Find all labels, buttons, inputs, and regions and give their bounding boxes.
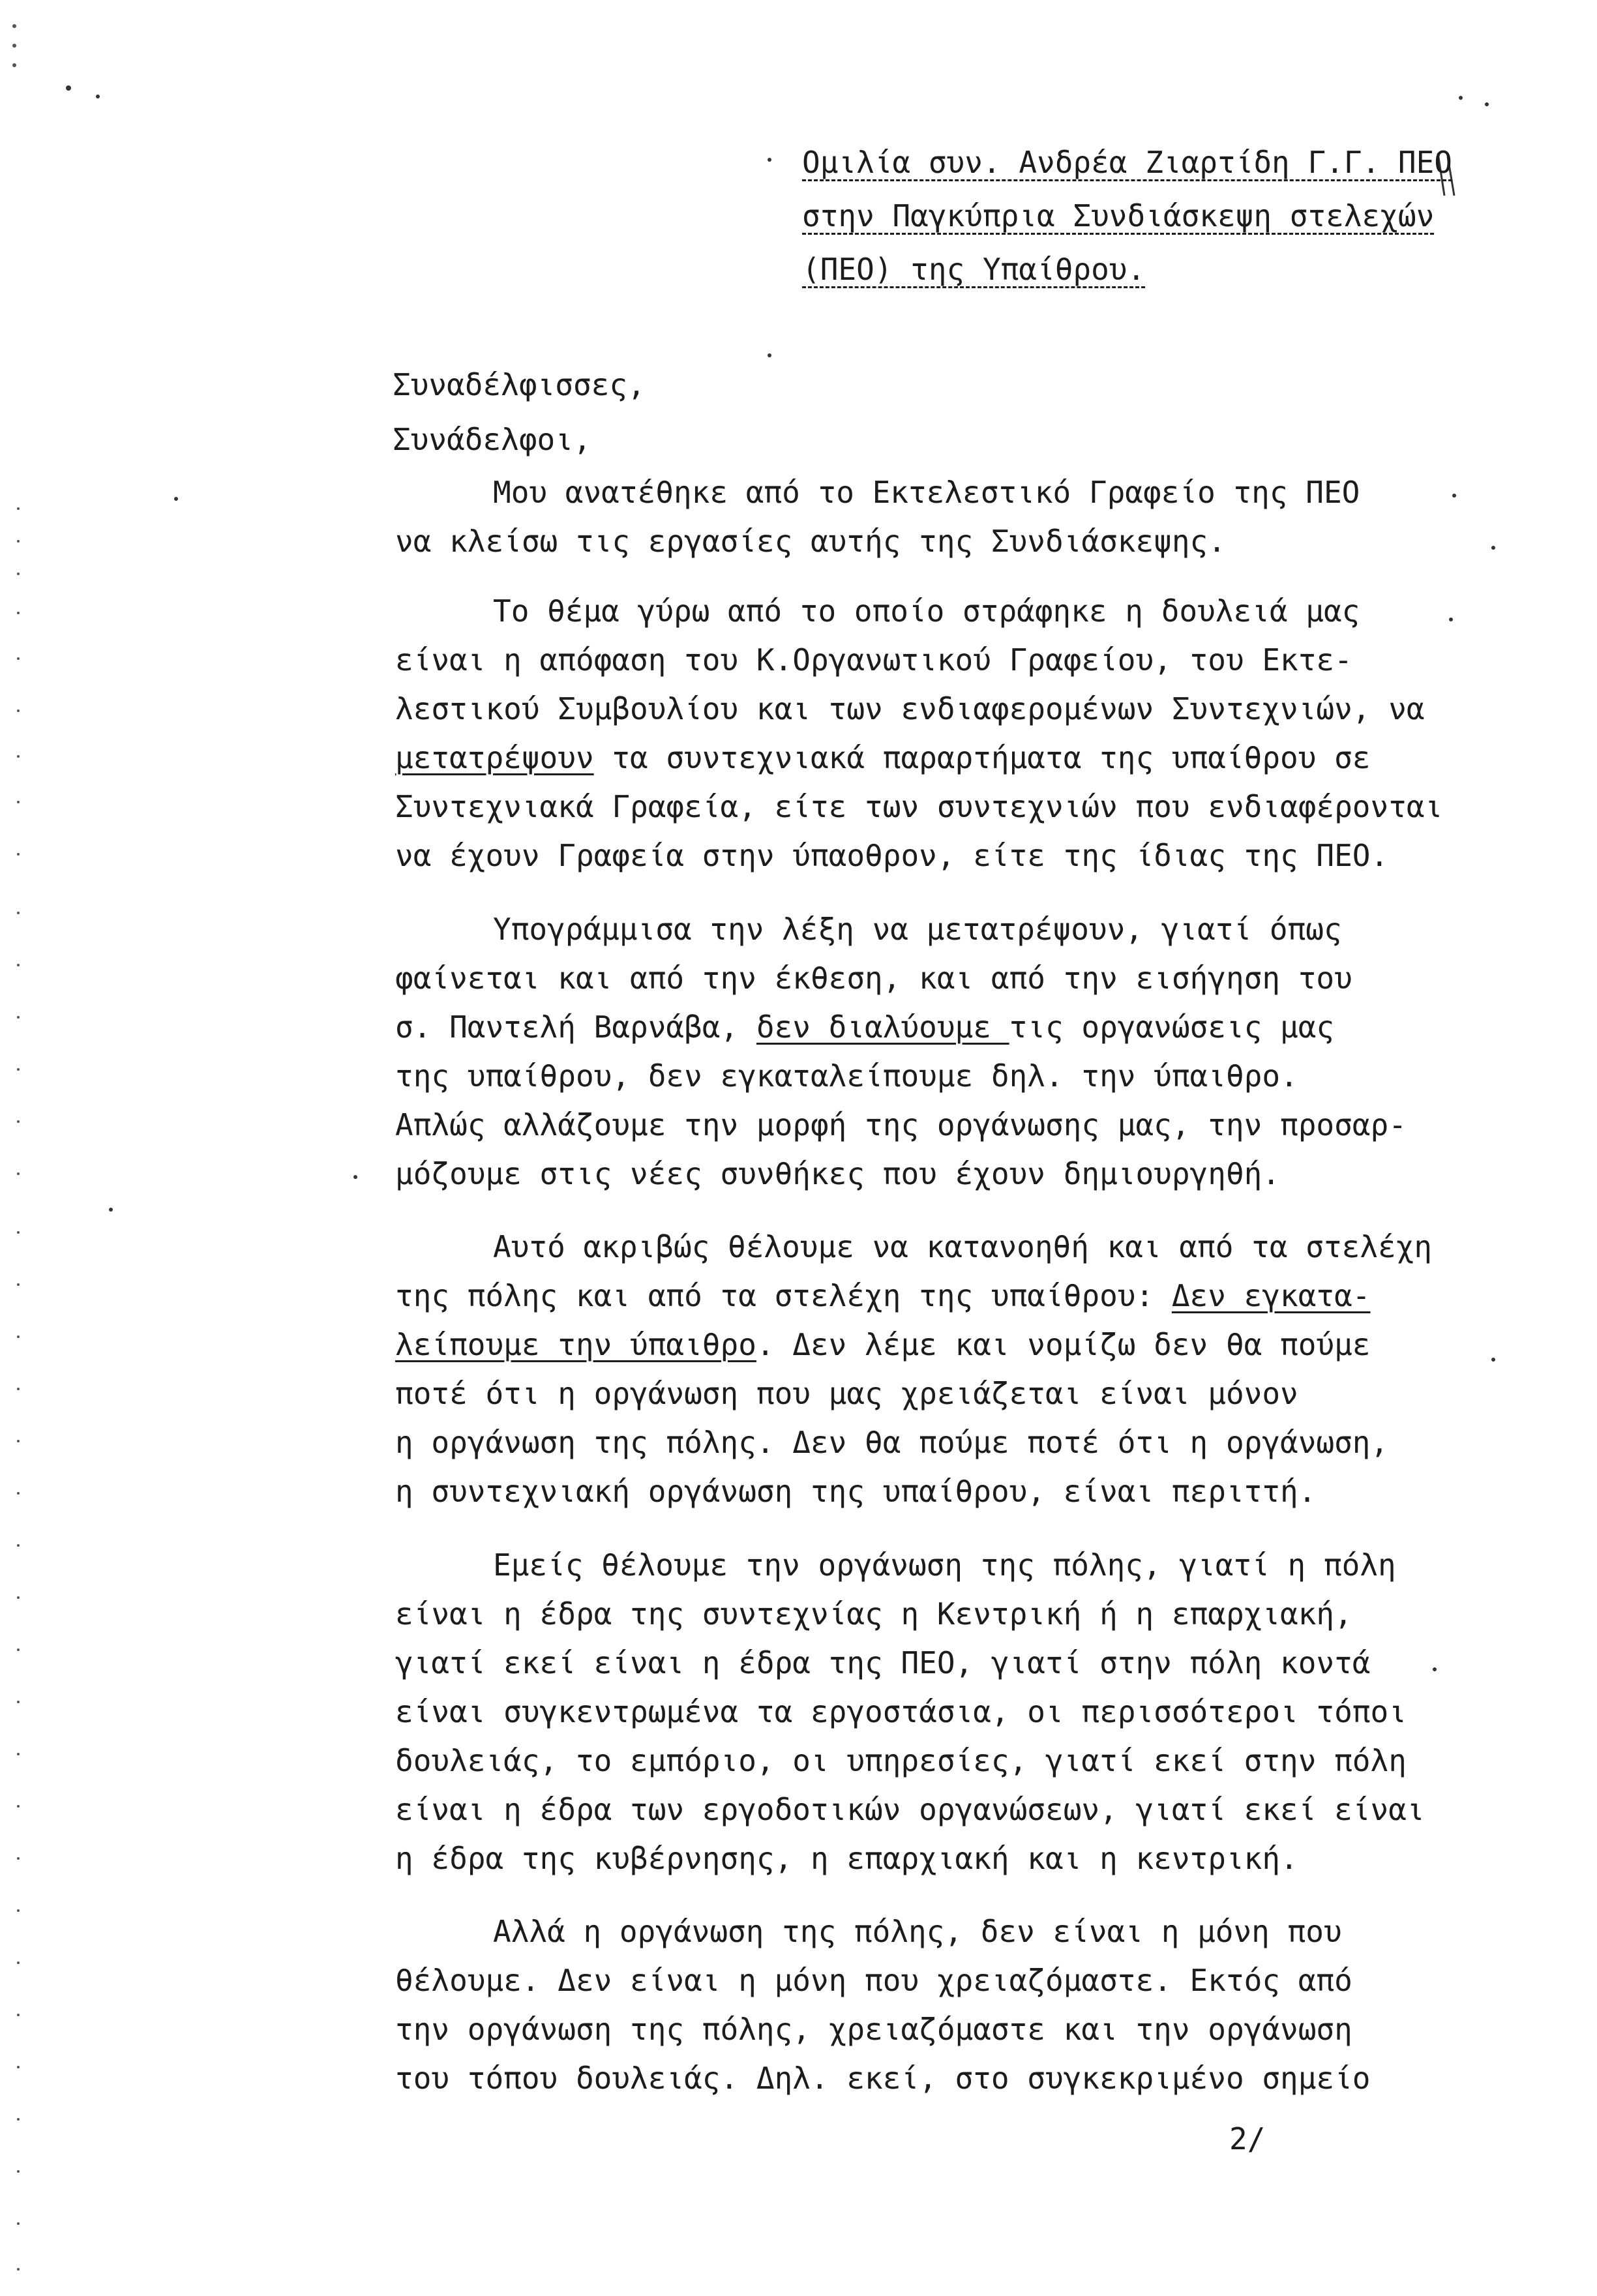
paragraph-4 (395, 1223, 1517, 1516)
paragraph-4-line-5: η οργάνωση της πόλης. Δεν θα πούμε ποτέ ότι η οργάνωση, (395, 1425, 1389, 1460)
paragraph-2-line-4-rest: τα συντεχνιακά παραρτήματα της υπαίθρου σε (593, 740, 1371, 775)
paragraph-6 (395, 1907, 1517, 2103)
paragraph-6-line-1: Αλλά η οργάνωση της πόλης, δεν είναι η μόνη που (493, 1914, 1342, 1949)
underlined-phrase-leipoume-tin-ypaithro: λείπουμε την ύπαιθρο (395, 1327, 756, 1362)
paragraph-3-line-3-pre: σ. Παντελή Βαρνάβα, (395, 1009, 756, 1045)
paragraph-3 (395, 905, 1517, 1199)
paragraph-5-line-2: είναι η έδρα της συντεχνίας η Κεντρική ή η επαρχιακή, (395, 1596, 1352, 1632)
paragraph-2-line-3: λεστικού Συμβουλίου και των ενδιαφερομένων Συντεχνιών, να (395, 691, 1425, 726)
paragraph-2-line-1: Το θέμα γύρω από το οποίο στράφηκε η δουλειά μας (493, 593, 1360, 629)
paragraph-3-line-5: Απλώς αλλάζουμε την μορφή της οργάνωσης μας, την προσαρ- (395, 1107, 1407, 1142)
paragraph-4-line-2-pre: της πόλης και από τα στελέχη της υπαίθρου: (395, 1278, 1172, 1313)
paragraph-2 (395, 587, 1517, 880)
paragraph-3-line-2: φαίνεται και από την έκθεση, και από την εισήγηση του (395, 961, 1352, 996)
paragraph-3-line-3 (395, 1003, 1517, 1052)
underlined-phrase-den-dialyoume: δεν διαλύουμε (756, 1009, 1009, 1045)
paragraph-1-line-1: Μου ανατέθηκε από το Εκτελεστικό Γραφείο της ΠΕΟ (493, 475, 1360, 510)
page-number: 2/ (1229, 2121, 1266, 2156)
paragraph-2-line-4 (395, 734, 1517, 783)
salutation-line-1: Συναδέλφισσες, (393, 367, 646, 402)
paragraph-5-line-7: η έδρα της κυβέρνησης, η επαρχιακή και η κεντρική. (395, 1841, 1298, 1876)
paragraph-4-line-1: Αυτό ακριβώς θέλουμε να κατανοηθή και από τα στελέχη (493, 1229, 1433, 1264)
salutation-line-2: Συνάδελφοι, (393, 422, 591, 457)
paragraph-1-line-2: να κλείσω τις εργασίες αυτής της Συνδιάσκεψης. (395, 524, 1226, 559)
salutation (393, 357, 646, 467)
paragraph-5 (395, 1541, 1517, 1883)
paragraph-4-line-6: η συντεχνιακή οργάνωση της υπαίθρου, είναι περιττή. (395, 1474, 1317, 1509)
speech-title (802, 136, 1545, 296)
paragraph-3-line-6: μόζουμε στις νέες συνθήκες που έχουν δημιουργηθή. (395, 1156, 1281, 1191)
paragraph-5-line-1: Εμείς θέλουμε την οργάνωση της πόλης, γιατί η πόλη (493, 1547, 1396, 1583)
paragraph-3-line-4: της υπαίθρου, δεν εγκαταλείπουμε δηλ. την ύπαιθρο. (395, 1058, 1298, 1094)
paragraph-5-line-5: δουλειάς, το εμπόριο, οι υπηρεσίες, γιατί εκεί στην πόλη (395, 1743, 1407, 1778)
title-line-3: (ΠΕΟ) της Υπαίθρου. (802, 252, 1146, 287)
paragraph-5-line-4: είναι συγκεντρωμένα τα εργοστάσια, οι περισσότεροι τόποι (395, 1694, 1407, 1729)
title-line-1: Ομιλία συν. Ανδρέα Ζιαρτίδη Γ.Γ. ΠΕΟ (802, 145, 1452, 180)
underlined-word-metatrepsoun: μετατρέψουν (395, 740, 594, 775)
paragraph-6-line-4: του τόπου δουλειάς. Δηλ. εκεί, στο συγκεκριμένο σημείο (395, 2061, 1371, 2096)
paragraph-5-line-3: γιατί εκεί είναι η έδρα της ΠΕΟ, γιατί στην πόλη κοντά (395, 1645, 1371, 1680)
paragraph-2-line-2: είναι η απόφαση του Κ.Οργανωτικού Γραφείου, του Εκτε- (395, 642, 1352, 678)
paragraph-4-line-3 (395, 1320, 1517, 1369)
paragraph-4-line-2 (395, 1272, 1517, 1320)
paragraph-6-line-2: θέλουμε. Δεν είναι η μόνη που χρειαζόμαστε. Εκτός από (395, 1963, 1352, 1998)
paragraph-3-line-3-post: τις οργανώσεις μας (1009, 1009, 1335, 1045)
paragraph-1 (395, 468, 1517, 566)
paragraph-4-line-4: ποτέ ότι η οργάνωση που μας χρειάζεται είναι μόνον (395, 1376, 1298, 1411)
paragraph-2-line-6: να έχουν Γραφεία στην ύπαοθρον, είτε της ίδιας της ΠΕΟ. (395, 838, 1389, 873)
paragraph-5-line-6: είναι η έδρα των εργοδοτικών οργανώσεων, γιατί εκεί είναι (395, 1792, 1425, 1827)
paragraph-3-line-1: Υπογράμμισα την λέξη να μετατρέψουν, γιατί όπως (493, 912, 1342, 947)
title-line-2: στην Παγκύπρια Συνδιάσκεψη στελεχών (802, 198, 1435, 233)
paragraph-4-line-3-post: . Δεν λέμε και νομίζω δεν θα πούμε (756, 1327, 1371, 1362)
paragraph-6-line-3: την οργάνωση της πόλης, χρειαζόμαστε και την οργάνωση (395, 2012, 1352, 2047)
underlined-phrase-den-egkata: Δεν εγκατα- (1171, 1278, 1371, 1313)
paragraph-2-line-5: Συντεχνιακά Γραφεία, είτε των συντεχνιών που ενδιαφέρονται (395, 789, 1443, 824)
